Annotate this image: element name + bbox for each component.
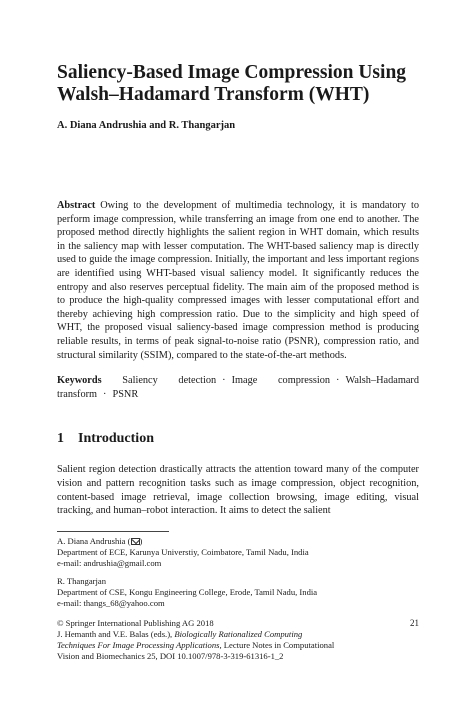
abstract (57, 199, 419, 362)
keyword: Walsh–Hadamard transform (57, 375, 419, 400)
affiliation-department: Department of ECE, Karunya Universtiy, Coimbatore, Tamil Nadu, India (57, 546, 309, 557)
abstract-text: Owing to the development of multimedia technology, it is mandatory to perform image compression, while transferring an image from one end to another. The proposed method directly highlights the salient region in WHT domain, which results in the saliency map with lesser computation. The WHT-based saliency map is directly used to guide the image compression. Initially, the important and less important regions are identified using WHT-based visual saliency model. It significantly reduces the entropy and also reserves perceptual fidelity. The main aim of the proposed method is to produce the high-quality compressed images with lesser computational effort and thereby achieving high compression ratio. Due to the simplicity and high speed of WHT, the proposed visual saliency-based image compression method is producing reliable results, in terms of peak signal-to-noise ratio (PSNR), compression ratio, and structural similarity (SSIM), compared to the state-of-the-art methods. (57, 200, 419, 361)
series-name: Lecture Notes in Computational (223, 639, 335, 650)
envelope-icon (131, 538, 140, 545)
keywords-label: Keywords (57, 375, 102, 387)
page-number: 21 (410, 617, 419, 628)
keywords (57, 374, 419, 401)
section-number: 1 (57, 431, 64, 447)
section-heading (57, 431, 419, 447)
affiliation-department: Department of CSE, Kongu Engineering College, Erode, Tamil Nadu, India (57, 586, 318, 597)
keyword: Saliency detection (122, 375, 217, 387)
paper-title (57, 62, 419, 106)
keyword-separator: · (103, 388, 107, 400)
affiliation-1: A. Diana Andrushia ( ) Department of ECE, Karunya Universtiy, Coimbatore, Tamil Nadu, India e-mail: andrushia@gmail.com (57, 536, 419, 569)
keyword: Image compression (231, 375, 331, 387)
affiliation-name: A. Diana Andrushia (57, 535, 126, 546)
editors: J. Hemanth and V.E. Balas (eds.), (57, 628, 173, 639)
keyword: PSNR (112, 388, 139, 400)
section-title: Introduction (78, 431, 154, 447)
publication-footer (57, 618, 419, 662)
title-line-2: Walsh–Hadamard Transform (WHT) (57, 84, 370, 105)
book-title-continued: Techniques For Image Processing Applications, (57, 639, 222, 650)
introduction-paragraph: Salient region detection drastically attracts the attention toward many of the computer vision and pattern recognition tasks such as image compression, object recognition, content-based image retrieval, image collection browsing, image editing, visual tracking, and human–robot interaction. It aims to detect the salient (57, 464, 419, 517)
series-doi: Vision and Biomechanics 25, DOI 10.1007/978-3-319-61316-1_2 (57, 650, 284, 661)
footnote-divider (57, 531, 169, 532)
paper-page (57, 62, 419, 662)
copyright-line: © Springer International Publishing AG 2018 (57, 617, 214, 628)
affiliation-email: e-mail: thangs_68@yahoo.com (57, 597, 165, 608)
affiliation-2 (57, 576, 419, 609)
author-list: A. Diana Andrushia and R. Thangarjan (57, 120, 236, 131)
keyword-separator: · (336, 375, 340, 387)
affiliation-email: e-mail: andrushia@gmail.com (57, 557, 162, 568)
book-title: Biologically Rationalized Computing (174, 628, 303, 639)
affiliation-name: R. Thangarjan (57, 575, 107, 586)
abstract-label: Abstract (57, 200, 96, 211)
title-line-1: Saliency-Based Image Compression Using (57, 62, 407, 83)
keyword-separator: · (222, 375, 226, 387)
